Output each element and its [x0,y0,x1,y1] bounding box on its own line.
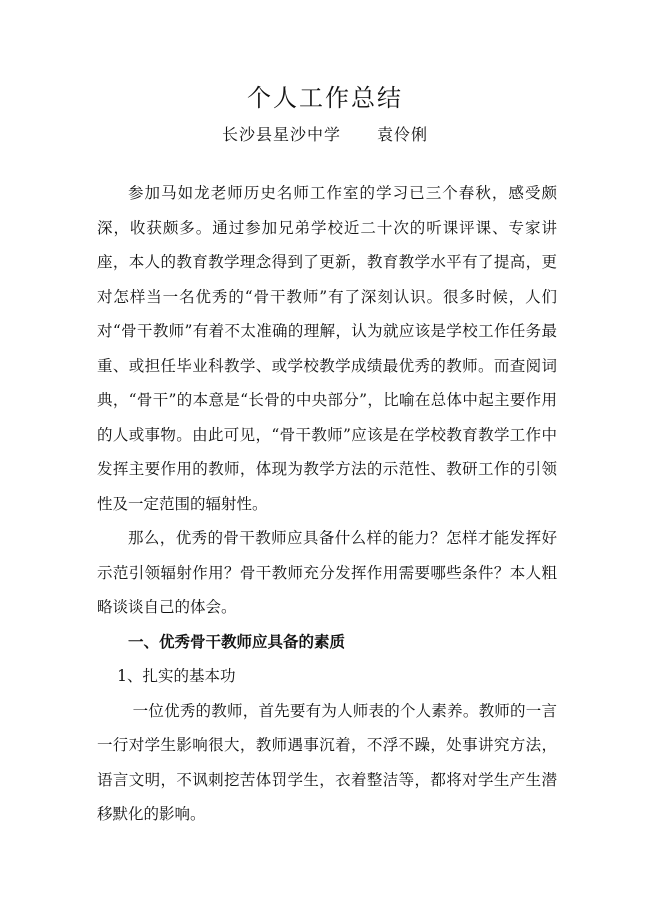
author-name: 袁伶俐 [377,125,429,144]
section-heading: 一、优秀骨干教师应具备的素质 [128,632,346,651]
subsection-heading: 1、扎实的基本功 [117,667,236,685]
school-name: 长沙县星沙中学 [221,125,341,144]
paragraph-question: 那么，优秀的骨干教师应具备什么样的能力？怎样才能发挥好示范引领辐射作用？骨干教师充分发挥作用需要哪些条件？本人粗略谈谈自己的体会。 [97,529,557,616]
paragraph-intro: 参加马如龙老师历史名师工作室的学习已三个春秋，感受颇深，收获颇多。通过参加兄弟学校近二十次的听课评课、专家讲座，本人的教育教学理念得到了更新，教育教学水平有了提高，更对怎样当一名优秀的“骨干教师”有了深刻认识。很多时候，人们对“骨干教师”有着不太准确的理解，认为就应该是学校工作任务最重、或担任毕业科教学、或学校教学成绩最优秀的教师。而查阅词典，“骨干”的本意是“长骨的中央部分”，比喻在总体中起主要作用的人或事物。由此可见，“骨干教师”应该是在学校教育教学工作中发挥主要作用的教师，体现为教学方法的示范性、教研工作的引领性及一定范围的辐射性。 [97,184,557,513]
document-body [97,176,557,832]
document-title: 个人工作总结 [247,84,403,112]
paragraph-basic-skills: 一位优秀的教师，首先要有为人师表的个人素养。教师的一言一行对学生影响很大，教师遇事沉着，不浮不躁，处事讲究方法，语言文明，不讽刺挖苦体罚学生，衣着整洁等，都将对学生产生潜移默化的影响。 [97,701,557,823]
byline [0,122,650,145]
